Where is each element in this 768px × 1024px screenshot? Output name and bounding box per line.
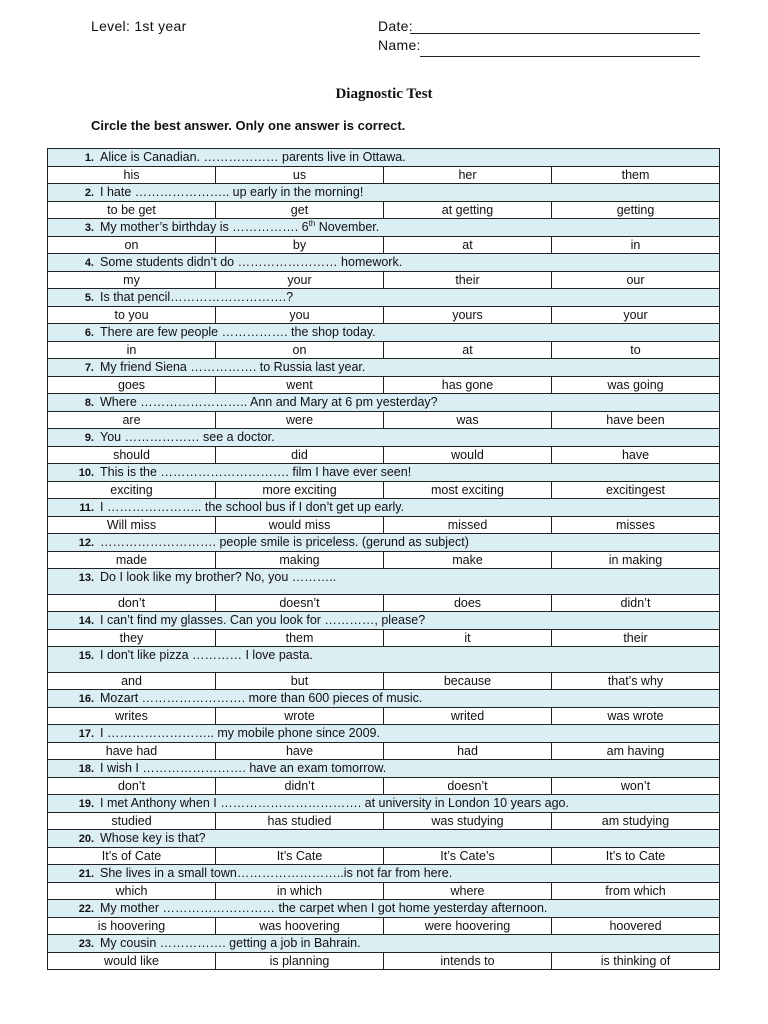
name-label: Name: bbox=[378, 37, 421, 53]
answer-option[interactable]: doesn’t bbox=[384, 778, 552, 795]
question-row bbox=[48, 725, 720, 743]
question-text: My friend Siena ……………. to Russia last year. bbox=[100, 360, 366, 374]
options-row bbox=[48, 412, 720, 429]
answer-option[interactable]: get bbox=[216, 202, 384, 219]
answer-option[interactable]: her bbox=[384, 167, 552, 184]
name-line[interactable] bbox=[420, 56, 700, 57]
question-number: 10. bbox=[78, 467, 94, 479]
question-cell bbox=[48, 865, 720, 883]
question-text: I hate ………………….. up early in the morning! bbox=[100, 185, 364, 199]
question-row bbox=[48, 149, 720, 167]
question-text: My mother’s birthday is ……………. 6 bbox=[100, 220, 309, 234]
question-text: Where …………………….. Ann and Mary at 6 pm yesterday? bbox=[100, 395, 438, 409]
answer-option[interactable]: missed bbox=[384, 517, 552, 534]
question-text: I can’t find my glasses. Can you look for …………, please? bbox=[100, 613, 426, 627]
question-row bbox=[48, 935, 720, 953]
question-row bbox=[48, 359, 720, 377]
answer-option[interactable]: went bbox=[216, 377, 384, 394]
answer-option[interactable]: was studying bbox=[384, 813, 552, 830]
answer-option[interactable]: they bbox=[48, 630, 216, 647]
question-number: 6. bbox=[84, 327, 94, 339]
question-text: This is the …………………………. film I have ever seen! bbox=[100, 465, 412, 479]
question-text: I don't like pizza ………… I love pasta. bbox=[100, 648, 313, 662]
answer-option[interactable]: don’t bbox=[48, 595, 216, 612]
answer-option[interactable]: us bbox=[216, 167, 384, 184]
question-cell bbox=[48, 359, 720, 377]
question-number: 11. bbox=[79, 502, 94, 514]
question-number: 18. bbox=[78, 763, 94, 775]
question-number: 8. bbox=[84, 397, 94, 409]
options-row bbox=[48, 342, 720, 359]
answer-option[interactable]: goes bbox=[48, 377, 216, 394]
question-number: 23. bbox=[78, 938, 94, 950]
question-cell bbox=[48, 830, 720, 848]
options-row bbox=[48, 552, 720, 569]
answer-option[interactable]: you bbox=[216, 307, 384, 324]
question-cell bbox=[48, 429, 720, 447]
options-row bbox=[48, 743, 720, 760]
answer-option[interactable]: is hoovering bbox=[48, 918, 216, 935]
question-cell bbox=[48, 647, 720, 673]
question-text: Mozart ……………………. more than 600 pieces of music. bbox=[100, 691, 423, 705]
question-cell bbox=[48, 394, 720, 412]
answer-option[interactable]: my bbox=[48, 272, 216, 289]
question-row bbox=[48, 612, 720, 630]
question-text: Alice is Canadian. ……………… parents live in Ottawa. bbox=[100, 150, 406, 164]
answer-option[interactable]: should bbox=[48, 447, 216, 464]
question-cell bbox=[48, 534, 720, 552]
question-row bbox=[48, 534, 720, 552]
answer-option[interactable]: intends to bbox=[384, 953, 552, 970]
answer-option[interactable]: exciting bbox=[48, 482, 216, 499]
options-row bbox=[48, 848, 720, 865]
question-number: 21. bbox=[78, 868, 94, 880]
question-number: 12. bbox=[78, 537, 94, 549]
question-row bbox=[48, 569, 720, 595]
question-cell bbox=[48, 149, 720, 167]
options-row bbox=[48, 708, 720, 725]
answer-option[interactable]: would miss bbox=[216, 517, 384, 534]
question-cell bbox=[48, 569, 720, 595]
question-text: My mother ……………………… the carpet when I got home yesterday afternoon. bbox=[100, 901, 548, 915]
answer-option[interactable]: would like bbox=[48, 953, 216, 970]
answer-option[interactable]: by bbox=[216, 237, 384, 254]
answer-option[interactable]: studied bbox=[48, 813, 216, 830]
options-row bbox=[48, 813, 720, 830]
question-text: I met Anthony when I ……………………………. at university in London 10 years ago. bbox=[100, 796, 569, 810]
answer-option[interactable]: in bbox=[48, 342, 216, 359]
questions-body bbox=[48, 149, 720, 970]
question-cell bbox=[48, 760, 720, 778]
options-row bbox=[48, 272, 720, 289]
question-text-after: November. bbox=[315, 220, 380, 234]
question-row bbox=[48, 429, 720, 447]
question-text: You ……………… see a doctor. bbox=[100, 430, 275, 444]
date-line[interactable] bbox=[410, 33, 700, 34]
answer-option[interactable]: did bbox=[216, 447, 384, 464]
question-row bbox=[48, 760, 720, 778]
options-row bbox=[48, 237, 720, 254]
question-number: 9. bbox=[84, 432, 94, 444]
options-row bbox=[48, 202, 720, 219]
options-row bbox=[48, 673, 720, 690]
options-row bbox=[48, 447, 720, 464]
question-row bbox=[48, 865, 720, 883]
answer-option[interactable]: were hoovering bbox=[384, 918, 552, 935]
question-number: 20. bbox=[78, 833, 94, 845]
question-row bbox=[48, 647, 720, 673]
answer-option[interactable]: writed bbox=[384, 708, 552, 725]
question-number: 3. bbox=[84, 222, 94, 234]
question-text: My cousin ……………. getting a job in Bahrain. bbox=[100, 936, 361, 950]
answer-option[interactable]: am studying bbox=[552, 813, 720, 830]
question-number: 22. bbox=[78, 903, 94, 915]
answer-option[interactable]: because bbox=[384, 673, 552, 690]
answer-option[interactable]: to you bbox=[48, 307, 216, 324]
question-number: 16. bbox=[78, 693, 94, 705]
answer-option[interactable]: and bbox=[48, 673, 216, 690]
question-row bbox=[48, 464, 720, 482]
question-row bbox=[48, 289, 720, 307]
answer-option[interactable]: more exciting bbox=[216, 482, 384, 499]
answer-option[interactable]: It’s of Cate bbox=[48, 848, 216, 865]
question-cell bbox=[48, 935, 720, 953]
answer-option[interactable]: which bbox=[48, 883, 216, 900]
question-text: There are few people ……………. the shop today. bbox=[100, 325, 376, 339]
answer-option[interactable]: yours bbox=[384, 307, 552, 324]
question-cell bbox=[48, 464, 720, 482]
question-text: I ………………….. the school bus if I don’t get up early. bbox=[100, 500, 405, 514]
options-row bbox=[48, 167, 720, 184]
question-number: 7. bbox=[84, 362, 94, 374]
answer-option[interactable]: don’t bbox=[48, 778, 216, 795]
question-number: 1. bbox=[84, 152, 94, 164]
answer-option[interactable]: from which bbox=[552, 883, 720, 900]
answer-option[interactable]: it bbox=[384, 630, 552, 647]
question-cell bbox=[48, 725, 720, 743]
answer-option[interactable]: on bbox=[216, 342, 384, 359]
answer-option[interactable]: your bbox=[552, 307, 720, 324]
question-text: Whose key is that? bbox=[100, 831, 206, 845]
question-text: ………………………. people smile is priceless. (gerund as subject) bbox=[100, 535, 469, 549]
answer-option[interactable]: won’t bbox=[552, 778, 720, 795]
options-row bbox=[48, 630, 720, 647]
answer-option[interactable]: them bbox=[552, 167, 720, 184]
answer-option[interactable]: were bbox=[216, 412, 384, 429]
answer-option[interactable]: your bbox=[216, 272, 384, 289]
answer-option[interactable]: It’s Cate’s bbox=[384, 848, 552, 865]
answer-option[interactable]: was bbox=[384, 412, 552, 429]
answer-option[interactable]: in which bbox=[216, 883, 384, 900]
answer-option[interactable]: but bbox=[216, 673, 384, 690]
options-row bbox=[48, 595, 720, 612]
answer-option[interactable]: make bbox=[384, 552, 552, 569]
answer-option[interactable]: at bbox=[384, 342, 552, 359]
answer-option[interactable]: at bbox=[384, 237, 552, 254]
answer-option[interactable]: are bbox=[48, 412, 216, 429]
answer-option[interactable]: has gone bbox=[384, 377, 552, 394]
answer-option[interactable]: has studied bbox=[216, 813, 384, 830]
answer-option[interactable]: It’s to Cate bbox=[552, 848, 720, 865]
answer-option[interactable]: had bbox=[384, 743, 552, 760]
answer-option[interactable]: our bbox=[552, 272, 720, 289]
answer-option[interactable]: on bbox=[48, 237, 216, 254]
answer-option[interactable]: most exciting bbox=[384, 482, 552, 499]
question-cell bbox=[48, 900, 720, 918]
question-number: 14. bbox=[78, 615, 94, 627]
answer-option[interactable]: is planning bbox=[216, 953, 384, 970]
answer-option[interactable]: in bbox=[552, 237, 720, 254]
options-row bbox=[48, 918, 720, 935]
answer-option[interactable]: have been bbox=[552, 412, 720, 429]
answer-option[interactable]: to bbox=[552, 342, 720, 359]
answer-option[interactable]: misses bbox=[552, 517, 720, 534]
question-row bbox=[48, 324, 720, 342]
question-cell bbox=[48, 219, 720, 237]
answer-option[interactable]: them bbox=[216, 630, 384, 647]
level-label: Level: 1st year bbox=[91, 18, 187, 34]
answer-option[interactable]: was hoovering bbox=[216, 918, 384, 935]
answer-option[interactable]: was going bbox=[552, 377, 720, 394]
question-cell bbox=[48, 324, 720, 342]
question-row bbox=[48, 219, 720, 237]
question-row bbox=[48, 900, 720, 918]
question-cell bbox=[48, 795, 720, 813]
question-row bbox=[48, 499, 720, 517]
question-row bbox=[48, 254, 720, 272]
answer-option[interactable]: hoovered bbox=[552, 918, 720, 935]
options-row bbox=[48, 377, 720, 394]
answer-option[interactable]: his bbox=[48, 167, 216, 184]
question-cell bbox=[48, 254, 720, 272]
answer-option[interactable]: is thinking of bbox=[552, 953, 720, 970]
answer-option[interactable]: would bbox=[384, 447, 552, 464]
answer-option[interactable]: have had bbox=[48, 743, 216, 760]
question-row bbox=[48, 690, 720, 708]
questions-table bbox=[47, 148, 720, 970]
question-text: Some students didn’t do …………………… homework. bbox=[100, 255, 403, 269]
question-cell bbox=[48, 612, 720, 630]
date-label: Date: bbox=[378, 18, 413, 34]
answer-option[interactable]: their bbox=[384, 272, 552, 289]
question-row bbox=[48, 184, 720, 202]
answer-option[interactable]: am having bbox=[552, 743, 720, 760]
options-row bbox=[48, 883, 720, 900]
options-row bbox=[48, 517, 720, 534]
question-row bbox=[48, 394, 720, 412]
question-cell bbox=[48, 289, 720, 307]
question-row bbox=[48, 830, 720, 848]
answer-option[interactable]: doesn’t bbox=[216, 595, 384, 612]
question-number: 17. bbox=[78, 728, 94, 740]
question-text: I wish I ……………………. have an exam tomorrow. bbox=[100, 761, 387, 775]
question-cell bbox=[48, 499, 720, 517]
answer-option[interactable]: their bbox=[552, 630, 720, 647]
answer-option[interactable]: have bbox=[552, 447, 720, 464]
question-text: Is that pencil……………………….? bbox=[100, 290, 294, 304]
answer-option[interactable]: was wrote bbox=[552, 708, 720, 725]
question-text: I …………………….. my mobile phone since 2009. bbox=[100, 726, 380, 740]
answer-option[interactable]: have bbox=[216, 743, 384, 760]
answer-option[interactable]: writes bbox=[48, 708, 216, 725]
question-text: Do I look like my brother? No, you ……….. bbox=[100, 570, 337, 584]
answer-option[interactable]: that’s why bbox=[552, 673, 720, 690]
question-number: 5. bbox=[84, 292, 94, 304]
answer-option[interactable]: in making bbox=[552, 552, 720, 569]
options-row bbox=[48, 482, 720, 499]
question-text: She lives in a small town……………………..is not far from here. bbox=[100, 866, 453, 880]
question-cell bbox=[48, 184, 720, 202]
question-text-superscript: th bbox=[308, 218, 316, 228]
question-number: 2. bbox=[84, 187, 94, 199]
answer-option[interactable]: It’s Cate bbox=[216, 848, 384, 865]
question-row bbox=[48, 795, 720, 813]
options-row bbox=[48, 307, 720, 324]
answer-option[interactable]: where bbox=[384, 883, 552, 900]
options-row bbox=[48, 953, 720, 970]
answer-option[interactable]: made bbox=[48, 552, 216, 569]
answer-option[interactable]: does bbox=[384, 595, 552, 612]
options-row bbox=[48, 778, 720, 795]
instructions: Circle the best answer. Only one answer is correct. bbox=[91, 118, 406, 133]
question-number: 15. bbox=[78, 650, 94, 662]
answer-option[interactable]: to be get bbox=[48, 202, 216, 219]
question-number: 4. bbox=[84, 257, 94, 269]
answer-option[interactable]: didn’t bbox=[552, 595, 720, 612]
answer-option[interactable]: at getting bbox=[384, 202, 552, 219]
answer-option[interactable]: excitingest bbox=[552, 482, 720, 499]
answer-option[interactable]: didn’t bbox=[216, 778, 384, 795]
question-number: 13. bbox=[78, 572, 94, 584]
page-title: Diagnostic Test bbox=[335, 86, 433, 102]
question-cell bbox=[48, 690, 720, 708]
answer-option[interactable]: getting bbox=[552, 202, 720, 219]
answer-option[interactable]: Will miss bbox=[48, 517, 216, 534]
answer-option[interactable]: wrote bbox=[216, 708, 384, 725]
question-number: 19. bbox=[78, 798, 94, 810]
answer-option[interactable]: making bbox=[216, 552, 384, 569]
